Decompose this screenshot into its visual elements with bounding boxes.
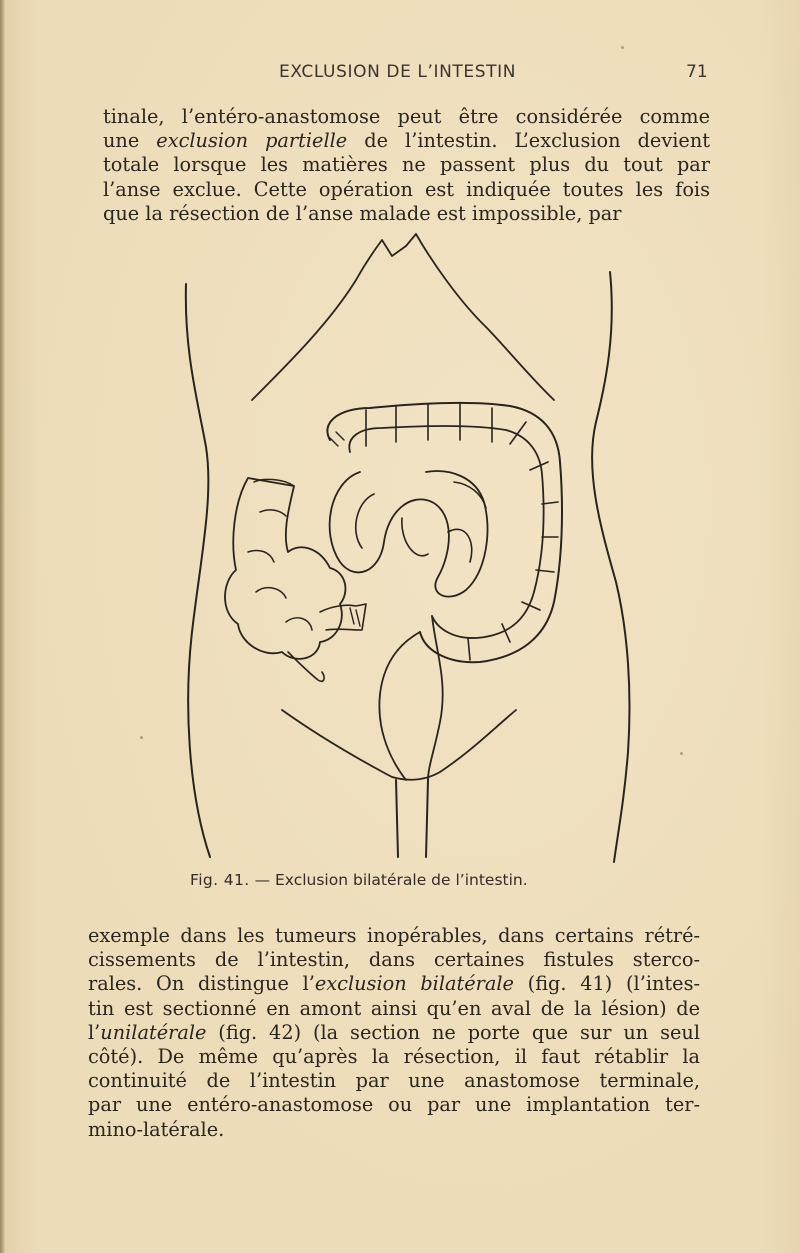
- figure-caption: [190, 871, 528, 889]
- emphasized-term: unilatérale: [100, 1020, 207, 1044]
- text-line: côté). De même qu’après la résection, il faut rétablir la: [88, 1044, 700, 1068]
- text-line: rales. On distingue l’exclusion bilatérale (fig. 41) (l’intes-: [88, 972, 700, 996]
- spine-shadow: [0, 0, 5, 1253]
- intestine-anatomy-illustration-icon: [170, 232, 650, 867]
- text-line: continuité de l’intestin par une anastomose terminale,: [88, 1069, 700, 1093]
- text-line: cissements de l’intestin, dans certaines fistules sterco-: [88, 948, 700, 972]
- text-line: tinale, l’entéro-anastomose peut être considérée comme: [103, 105, 710, 128]
- text-line: que la résection de l’anse malade est impossible, par: [103, 201, 622, 225]
- text-line: totale lorsque les matières ne passent plus du tout par: [103, 153, 710, 177]
- figure-label: Fig. 41.: [190, 871, 250, 889]
- caption-text: Exclusion bilatérale de l’intestin.: [275, 871, 528, 889]
- text-line: l’unilatérale (fig. 42) (la section ne porte que sur un seul: [88, 1020, 700, 1044]
- paper-speck: [680, 752, 683, 755]
- page-number: 71: [686, 62, 708, 82]
- paper-speck: [621, 46, 624, 49]
- text-line: l’anse exclue. Cette opération est indiquée toutes les fois: [103, 177, 710, 201]
- running-title: EXCLUSION DE L’INTESTIN: [279, 62, 517, 82]
- paper-speck: [140, 736, 143, 739]
- text-line: exemple dans les tumeurs inopérables, dans certains rétré-: [88, 924, 700, 947]
- caption-dash: —: [254, 871, 271, 889]
- paragraph-bottom: [88, 924, 700, 1142]
- emphasized-term: exclusion bilatérale: [314, 972, 514, 996]
- text-line: par une entéro-anastomose ou par une implantation ter-: [88, 1093, 700, 1117]
- text-line: mino-latérale.: [88, 1117, 225, 1141]
- emphasized-term: exclusion partielle: [156, 129, 348, 153]
- text-line: tin est sectionné en amont ainsi qu’en aval de la lésion) de: [88, 996, 700, 1020]
- running-head: [0, 62, 800, 88]
- paragraph-top: [103, 105, 710, 226]
- text-line: une exclusion partielle de l’intestin. L’exclusion devient: [103, 129, 710, 153]
- figure-41: [170, 232, 650, 867]
